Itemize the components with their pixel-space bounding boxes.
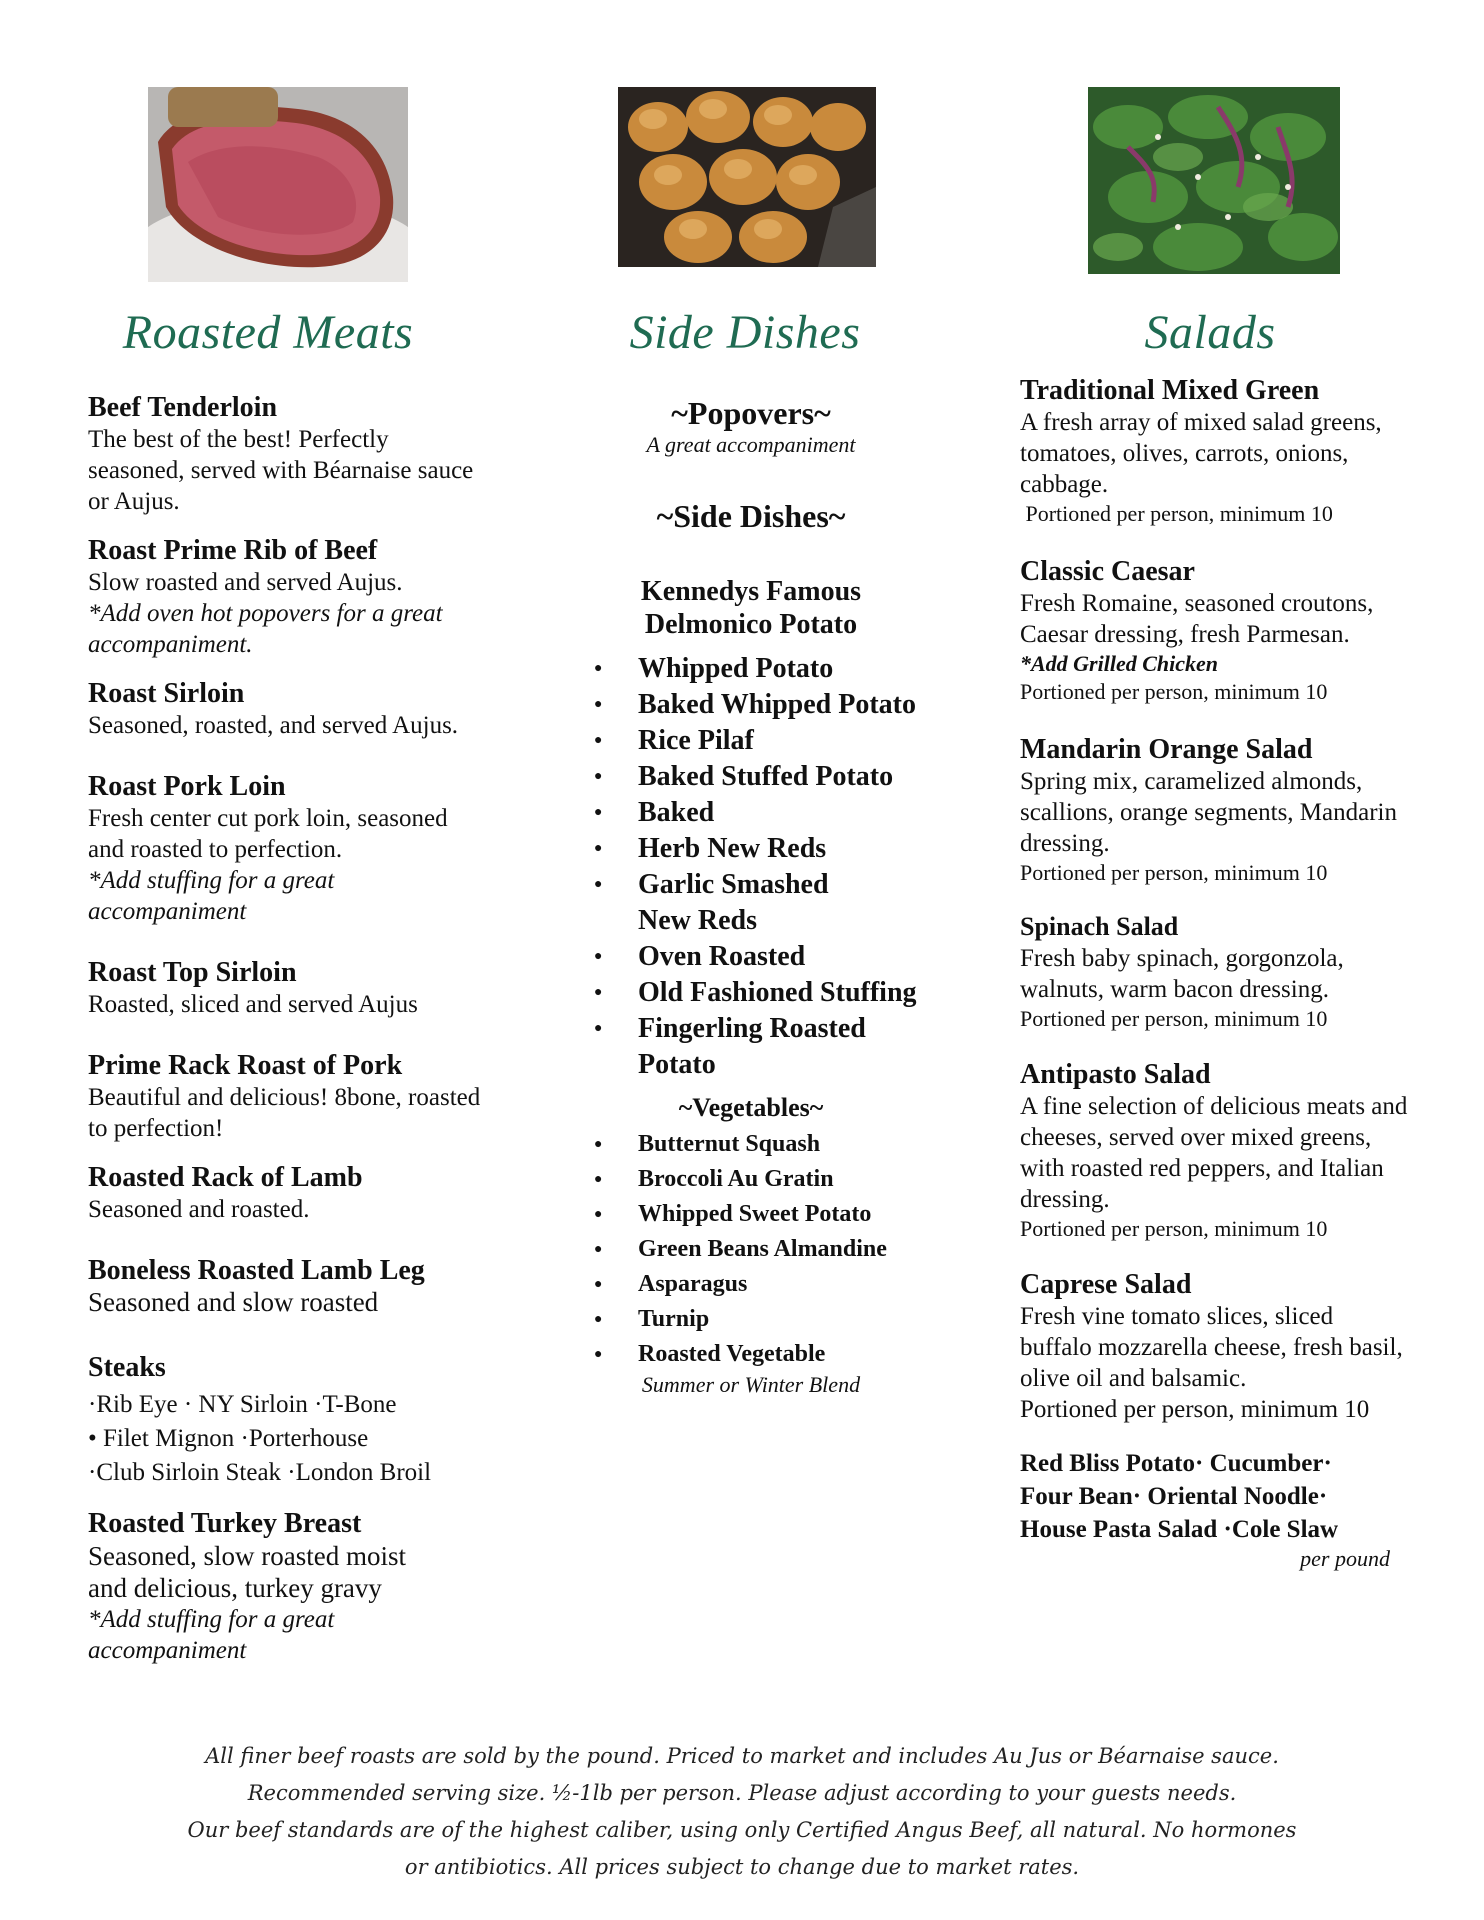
item-description: Seasoned and roasted. (88, 1196, 310, 1223)
steaks-line: ·Club Sirloin Steak ·London Broil (88, 1459, 432, 1486)
item-description: A fresh array of mixed salad greens, tomatoes, olives, carrots, onions, cabbage. (1020, 409, 1382, 498)
list-item: ● Whipped Sweet Potato (556, 1197, 946, 1232)
portion-note: Portioned per person, minimum 10 (1020, 860, 1328, 885)
side-dishes-heading: ~Side Dishes~ (656, 498, 846, 534)
item-name: Caprese Salad (1020, 1269, 1192, 1300)
footer-note (150, 1738, 1334, 1886)
by-pound-line: Four Bean· Oriental Noodle· (1020, 1483, 1328, 1510)
item-name: Mandarin Orange Salad (1020, 734, 1313, 765)
item-note: *Add stuffing for a great accompaniment (88, 1606, 335, 1664)
menu-item (88, 392, 488, 517)
list-item: ● Oven Roasted (556, 939, 946, 975)
by-pound-line: Red Bliss Potato· Cucumber· (1020, 1450, 1332, 1477)
menu-item (88, 957, 488, 1020)
item-description: A fine selection of delicious meats and cheeses, served over mixed greens, with roasted red peppers, and Italian dressing. (1020, 1093, 1408, 1213)
item-note: *Add stuffing for a great accompaniment (88, 867, 335, 925)
menu-item (1020, 734, 1410, 887)
item-description: Fresh Romaine, seasoned croutons, Caesar dressing, fresh Parmesan. (1020, 590, 1374, 648)
item-name: Classic Caesar (1020, 556, 1195, 587)
portion-note: Portioned per person, minimum 10 (1020, 1396, 1370, 1423)
salads-title: Salads (1144, 306, 1276, 359)
menu-item (88, 1050, 488, 1144)
menu-item (88, 678, 488, 741)
list-item: ● Baked (556, 795, 946, 831)
spinach-salad-photo (1088, 87, 1340, 274)
menu-item (88, 771, 488, 927)
list-item: ● Butternut Squash (556, 1127, 946, 1162)
item-name: Boneless Roasted Lamb Leg (88, 1255, 425, 1286)
item-description: The best of the best! Perfectly seasoned, served with Béarnaise sauce or Aujus. (88, 426, 474, 515)
steaks-line: • Filet Mignon ·Porterhouse (88, 1425, 369, 1452)
list-item: ● Turnip (556, 1302, 946, 1337)
popovers-photo (618, 87, 876, 267)
footer-line: Recommended serving size. ½-1lb per person. Please adjust according to your guests needs. (247, 1781, 1237, 1805)
list-item: ● Herb New Reds (556, 831, 946, 867)
roasted-meats-title: Roasted Meats (122, 306, 414, 359)
roasted-meats-column (88, 392, 488, 1666)
list-item: ● Baked Stuffed Potato (556, 759, 946, 795)
footer-line: Our beef standards are of the highest caliber, using only Certified Angus Beef, all natural. No hormones (187, 1818, 1297, 1842)
item-name: Roast Top Sirloin (88, 957, 297, 988)
popovers-subtitle: A great accompaniment (646, 432, 856, 457)
vegetables-heading: ~Vegetables~ (678, 1093, 824, 1122)
portion-note: Portioned per person, minimum 10 (1020, 679, 1328, 704)
menu-item (88, 1162, 488, 1225)
item-name: Spinach Salad (1020, 912, 1179, 941)
item-description: Fresh center cut pork loin, seasoned and roasted to perfection. (88, 805, 448, 863)
menu-item (1020, 375, 1410, 528)
item-name: Prime Rack Roast of Pork (88, 1050, 403, 1081)
list-item: ● Whipped Potato (556, 651, 946, 687)
item-name: Roasted Rack of Lamb (88, 1162, 363, 1193)
list-item: ● Baked Whipped Potato (556, 687, 946, 723)
vegetable-list (556, 1127, 946, 1372)
item-name: Traditional Mixed Green (1020, 375, 1320, 406)
menu-item (1020, 911, 1410, 1033)
prime-rib-photo (148, 87, 408, 282)
item-name: Beef Tenderloin (88, 392, 278, 423)
menu-item (88, 535, 488, 660)
by-pound-note: per pound (1300, 1546, 1390, 1571)
menu-item (1020, 1059, 1410, 1243)
item-description: Fresh baby spinach, gorgonzola, walnuts, warm bacon dressing. (1020, 945, 1344, 1003)
item-name: Roast Sirloin (88, 678, 245, 709)
item-description: Roasted, sliced and served Aujus (88, 991, 418, 1018)
item-description: Seasoned, roasted, and served Aujus. (88, 712, 459, 739)
footer-line: All finer beef roasts are sold by the pound. Priced to market and includes Au Jus or Béarnaise sauce. (205, 1744, 1279, 1768)
side-dish-list (556, 651, 946, 1083)
by-pound-line: House Pasta Salad ·Cole Slaw (1020, 1516, 1339, 1543)
item-name: Roast Pork Loin (88, 771, 286, 802)
menu-item (88, 1508, 488, 1666)
portion-note: Portioned per person, minimum 10 (1020, 1216, 1328, 1241)
item-description: Beautiful and delicious! 8bone, roasted to perfection! (88, 1084, 481, 1142)
item-description: Spring mix, caramelized almonds, scallions, orange segments, Mandarin dressing. (1020, 768, 1397, 857)
salads-by-pound (1020, 1447, 1410, 1546)
side-dishes-column (556, 395, 946, 1398)
item-description: Seasoned, slow roasted moist and delicious, turkey gravy (88, 1541, 406, 1603)
list-item: ● Broccoli Au Gratin (556, 1162, 946, 1197)
item-note: *Add oven hot popovers for a great accompaniment. (88, 600, 443, 658)
portion-note: Portioned per person, minimum 10 (1020, 1006, 1328, 1031)
item-description: Slow roasted and served Aujus. (88, 569, 403, 596)
list-item: ● Rice Pilaf (556, 723, 946, 759)
list-item: ● Roasted Vegetable (556, 1337, 946, 1372)
list-item: ● Fingerling Roasted Potato (556, 1011, 868, 1083)
salads-column (1020, 375, 1410, 1572)
item-name: Steaks (88, 1352, 166, 1383)
menu-item (88, 1255, 488, 1318)
popovers-heading: ~Popovers~ (671, 395, 831, 431)
menu-item (1020, 1269, 1410, 1425)
item-note: *Add Grilled Chicken (1020, 651, 1219, 676)
portion-note: Portioned per person, minimum 10 (1020, 501, 1333, 526)
item-description: Seasoned and slow roasted (88, 1287, 379, 1317)
list-item: ● Old Fashioned Stuffing (556, 975, 946, 1011)
featured-side-dish: Kennedys Famous Delmonico Potato (640, 576, 862, 640)
list-item: ● Garlic Smashed New Reds (556, 867, 868, 939)
steaks-line: ·Rib Eye · NY Sirloin ·T-Bone (88, 1391, 397, 1418)
vegetable-note: Summer or Winter Blend (641, 1372, 861, 1397)
steaks-item (88, 1352, 488, 1490)
list-item: ● Green Beans Almandine (556, 1232, 946, 1267)
side-dishes-title: Side Dishes (629, 306, 861, 359)
footer-line: or antibiotics. All prices subject to change due to market rates. (404, 1855, 1080, 1879)
menu-item (1020, 556, 1410, 706)
list-item: ● Asparagus (556, 1267, 946, 1302)
item-name: Antipasto Salad (1020, 1059, 1211, 1090)
item-name: Roast Prime Rib of Beef (88, 535, 378, 566)
item-description: Fresh vine tomato slices, sliced buffalo mozzarella cheese, fresh basil, olive oil and balsamic. (1020, 1303, 1403, 1392)
item-name: Roasted Turkey Breast (88, 1508, 362, 1539)
